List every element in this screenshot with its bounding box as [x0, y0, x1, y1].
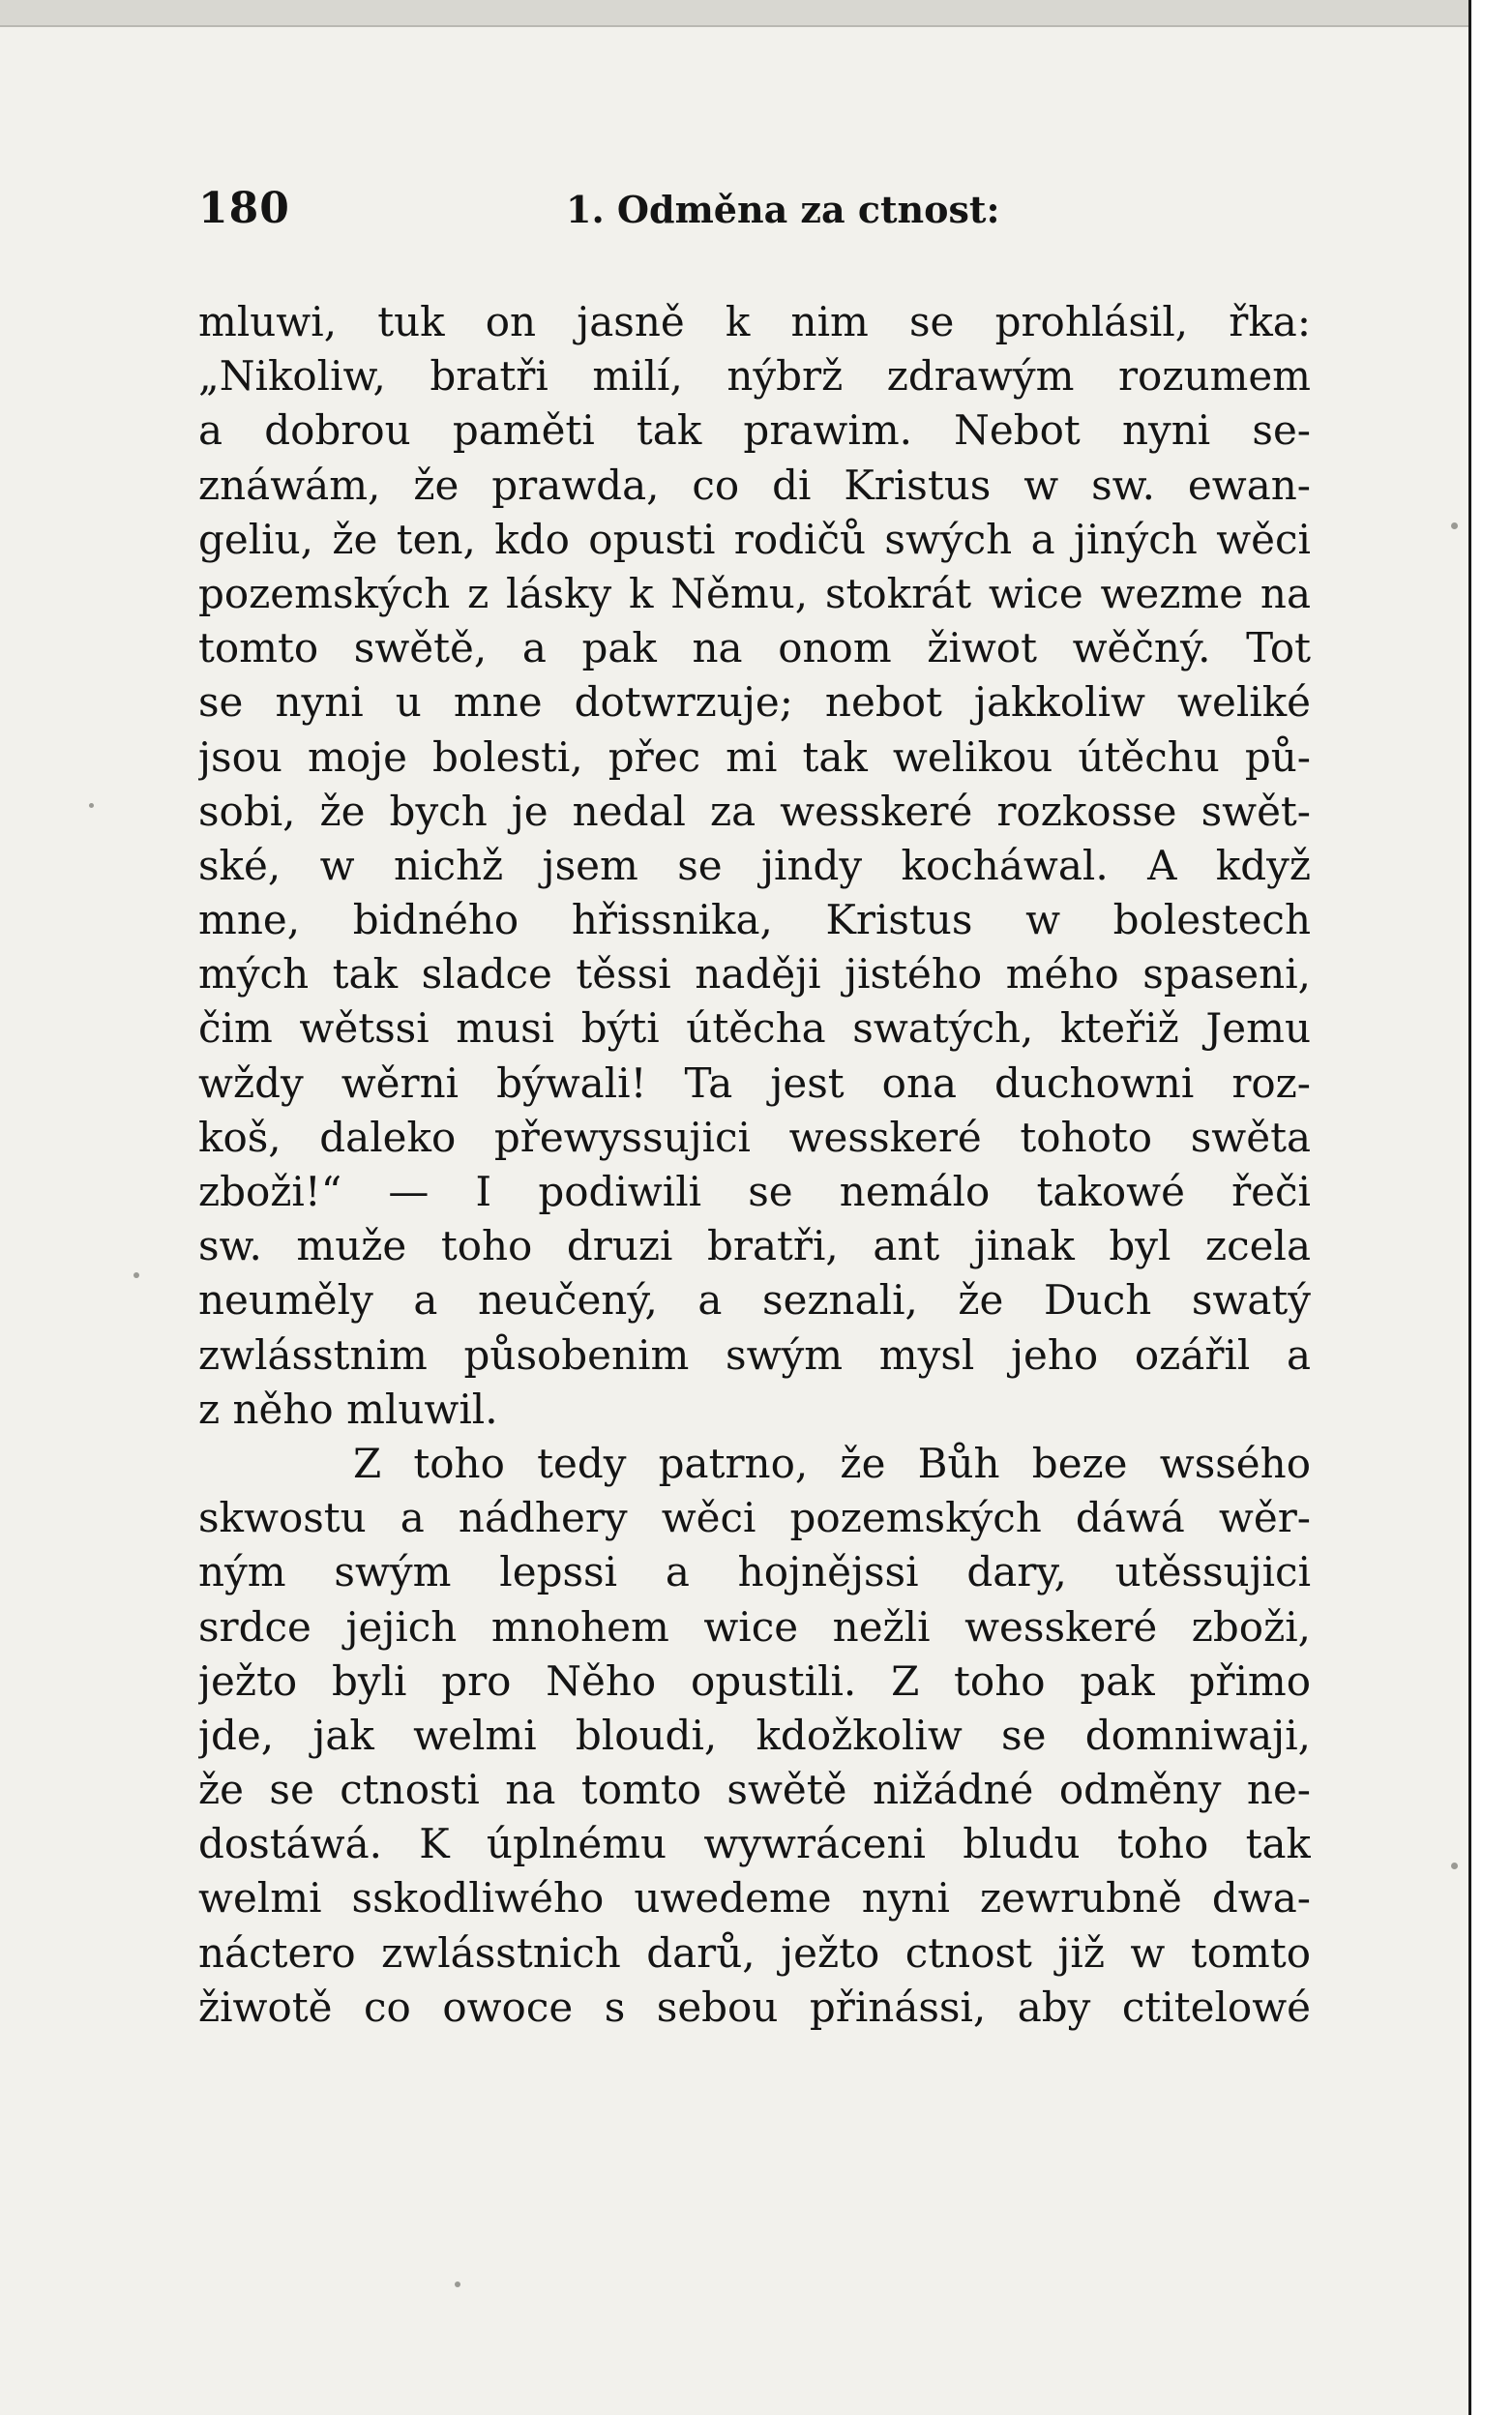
- text-line: zboži!“ — I podiwili se nemálo takowé řeči: [198, 1168, 1311, 1215]
- text-line: pozemských z lásky k Němu, stokrát wice wezme na: [198, 569, 1311, 617]
- paper-speck: [133, 1272, 139, 1278]
- text-line: ské, w nichž jsem se jindy kocháwal. A když: [198, 841, 1311, 889]
- text-line: tomto swětě, a pak na onom žiwot wěčný. Tot: [198, 624, 1311, 672]
- text-line: dostáwá. K úplnému wywráceni bludu toho tak: [198, 1820, 1311, 1868]
- page-top-edge: [0, 0, 1468, 27]
- text-line: geliu, že ten, kdo opusti rodičů swých a jiných wěci: [198, 515, 1311, 563]
- text-line: mne, bidného hřissnika, Kristus w bolestech: [198, 896, 1311, 944]
- paper-speck: [1451, 522, 1458, 529]
- text-line: náctero zwlásstnich darů, ježto ctnost již w tomto: [198, 1928, 1311, 1977]
- text-line: mých tak sladce těssi naději jistého mého spaseni,: [198, 950, 1311, 999]
- text-line: ježto byli pro Něho opustili. Z toho pak přimo: [198, 1656, 1311, 1705]
- body-text: [198, 295, 1311, 2035]
- text-line: sw. muže toho druzi bratři, ant jinak byl zcela: [198, 1222, 1311, 1270]
- paper-speck: [455, 2281, 460, 2287]
- text-line: skwostu a nádhery wěci pozemských dáwá wěr-: [198, 1494, 1311, 1542]
- text-line: welmi sskodliwého uwedeme nyni zewrubně dwa-: [198, 1874, 1311, 1923]
- text-line: čim wětssi musi býti útěcha swatých, kteřiž Jemu: [198, 1004, 1311, 1053]
- text-line: se nyni u mne dotwrzuje; nebot jakkoliw weliké: [198, 678, 1311, 727]
- text-line: „Nikoliw, bratři milí, nýbrž zdrawým rozumem: [198, 352, 1311, 401]
- text-line: že se ctnosti na tomto swětě nižádné odměny ne-: [198, 1766, 1311, 1814]
- text-line: koš, daleko přewyssujici wesskeré tohoto swěta: [198, 1113, 1311, 1161]
- paper-speck: [1451, 1863, 1458, 1869]
- text-line: žiwotě co owoce s sebou přinássi, aby ctitelowé: [198, 1983, 1311, 2031]
- text-line: Z toho tedy patrno, že Bůh beze wssého: [353, 1439, 1311, 1487]
- text-line: a dobrou paměti tak prawim. Nebot nyni se-: [198, 406, 1311, 455]
- scan-right-margin: [1468, 0, 1512, 2415]
- text-line: mluwi, tuk on jasně k nim se prohlásil, řka:: [198, 298, 1311, 345]
- text-line: neuměly a neučený, a seznali, že Duch swatý: [198, 1276, 1311, 1325]
- running-head: 1. Odměna za ctnost:: [566, 188, 1000, 231]
- text-line: wždy wěrni býwali! Ta jest ona duchowni roz-: [198, 1058, 1311, 1107]
- page-header: [198, 184, 1311, 242]
- text-line: zwlásstnim působenim swým mysl jeho ozářil a: [198, 1330, 1311, 1379]
- paragraph-2: [198, 1437, 1311, 2035]
- page-number: 180: [198, 184, 290, 233]
- text-line: znáwám, že prawda, co di Kristus w sw. ewan-: [198, 461, 1311, 509]
- paper-speck: [89, 803, 94, 808]
- paragraph-1: [198, 295, 1311, 1437]
- text-line: z něho mluwil.: [198, 1385, 498, 1433]
- text-line: sobi, že bych je nedal za wesskeré rozkosse swět-: [198, 787, 1311, 835]
- text-line: jsou moje bolesti, přec mi tak welikou útěchu pů-: [198, 732, 1311, 781]
- text-line: ným swým lepssi a hojnějssi dary, utěssujici: [198, 1548, 1311, 1596]
- text-line: jde, jak welmi bloudi, kdožkoliw se domniwaji,: [198, 1711, 1311, 1759]
- text-line: srdce jejich mnohem wice nežli wesskeré zboži,: [198, 1602, 1311, 1651]
